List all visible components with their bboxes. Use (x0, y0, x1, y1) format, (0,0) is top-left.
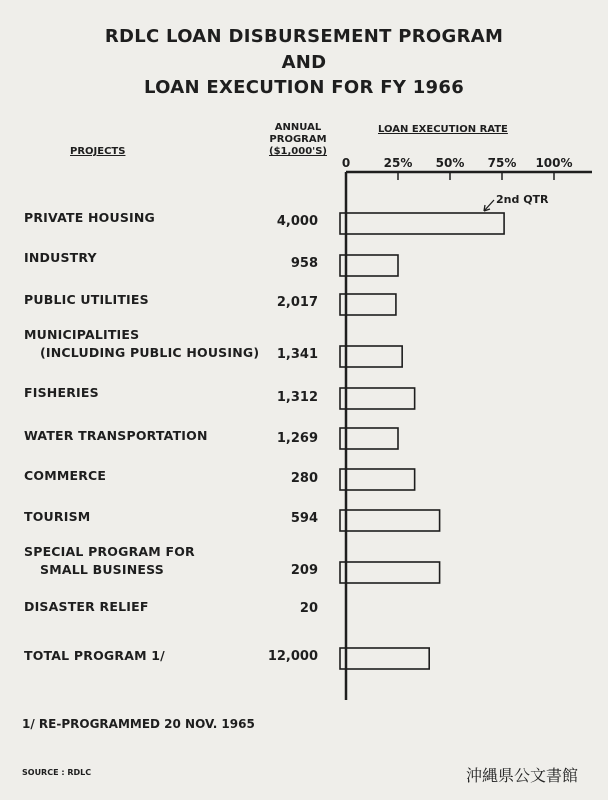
annual-header-line-2: PROGRAM (269, 134, 327, 145)
x-tick-label: 25% (383, 156, 413, 170)
execution-rate-bar (340, 346, 402, 367)
annual-program-value: 958 (290, 256, 318, 271)
source-note: SOURCE : RDLC (22, 768, 92, 777)
execution-rate-bar (340, 648, 429, 669)
execution-rate-bar (340, 562, 440, 583)
project-label-line-2: (INCLUDING PUBLIC HOUSING) (40, 345, 260, 360)
execution-rate-bar (340, 388, 415, 409)
execution-rate-bar (340, 294, 396, 315)
annual-program-value: 12,000 (267, 649, 318, 664)
execution-rate-bar (340, 255, 398, 276)
annual-header-line-3: ($1,000'S) (269, 146, 327, 157)
x-tick-label: 75% (487, 156, 517, 170)
annual-program-value: 4,000 (276, 214, 318, 229)
execution-rate-bar (340, 469, 415, 490)
annual-program-value: 1,269 (276, 431, 318, 446)
project-label-line-1: TOTAL PROGRAM 1/ (24, 648, 165, 663)
execution-rate-bar (340, 428, 398, 449)
project-label-line-1: WATER TRANSPORTATION (24, 428, 208, 443)
project-label-line-1: MUNICIPALITIES (24, 327, 140, 342)
project-label-line-1: TOURISM (24, 509, 91, 524)
annual-program-value: 209 (290, 563, 318, 578)
annual-program-value: 1,312 (276, 390, 318, 405)
annual-program-value: 280 (290, 471, 318, 486)
title-line-2: AND (281, 52, 327, 73)
project-label-line-2: SMALL BUSINESS (40, 562, 164, 577)
annual-program-value: 594 (290, 511, 318, 526)
x-tick-label: 100% (535, 156, 573, 170)
annual-program-value: 2,017 (276, 295, 318, 310)
archive-watermark: 沖縄県公文書館 (465, 766, 578, 785)
execution-rate-bar (340, 510, 440, 531)
second-quarter-annotation: 2nd QTR (496, 193, 549, 206)
project-label-line-1: INDUSTRY (24, 250, 97, 265)
loan-execution-rate-header: LOAN EXECUTION RATE (378, 124, 508, 135)
x-tick-label: 50% (435, 156, 465, 170)
project-label-line-1: PRIVATE HOUSING (24, 210, 155, 225)
execution-rate-bar (340, 213, 504, 234)
project-label-line-1: FISHERIES (24, 385, 99, 400)
annual-header-line-1: ANNUAL (274, 122, 322, 133)
footnote: 1/ RE-PROGRAMMED 20 NOV. 1965 (22, 717, 255, 731)
project-label-line-1: COMMERCE (24, 468, 107, 483)
annual-program-value: 1,341 (276, 347, 318, 362)
annual-program-value: 20 (299, 601, 318, 616)
project-label-line-1: PUBLIC UTILITIES (24, 292, 149, 307)
projects-header: PROJECTS (70, 146, 126, 157)
project-label-line-1: SPECIAL PROGRAM FOR (24, 544, 195, 559)
x-tick-label: 0 (341, 156, 351, 170)
title-line-1: RDLC LOAN DISBURSEMENT PROGRAM (104, 26, 504, 47)
title-line-3: LOAN EXECUTION FOR FY 1966 (143, 77, 465, 98)
project-label-line-1: DISASTER RELIEF (24, 599, 149, 614)
